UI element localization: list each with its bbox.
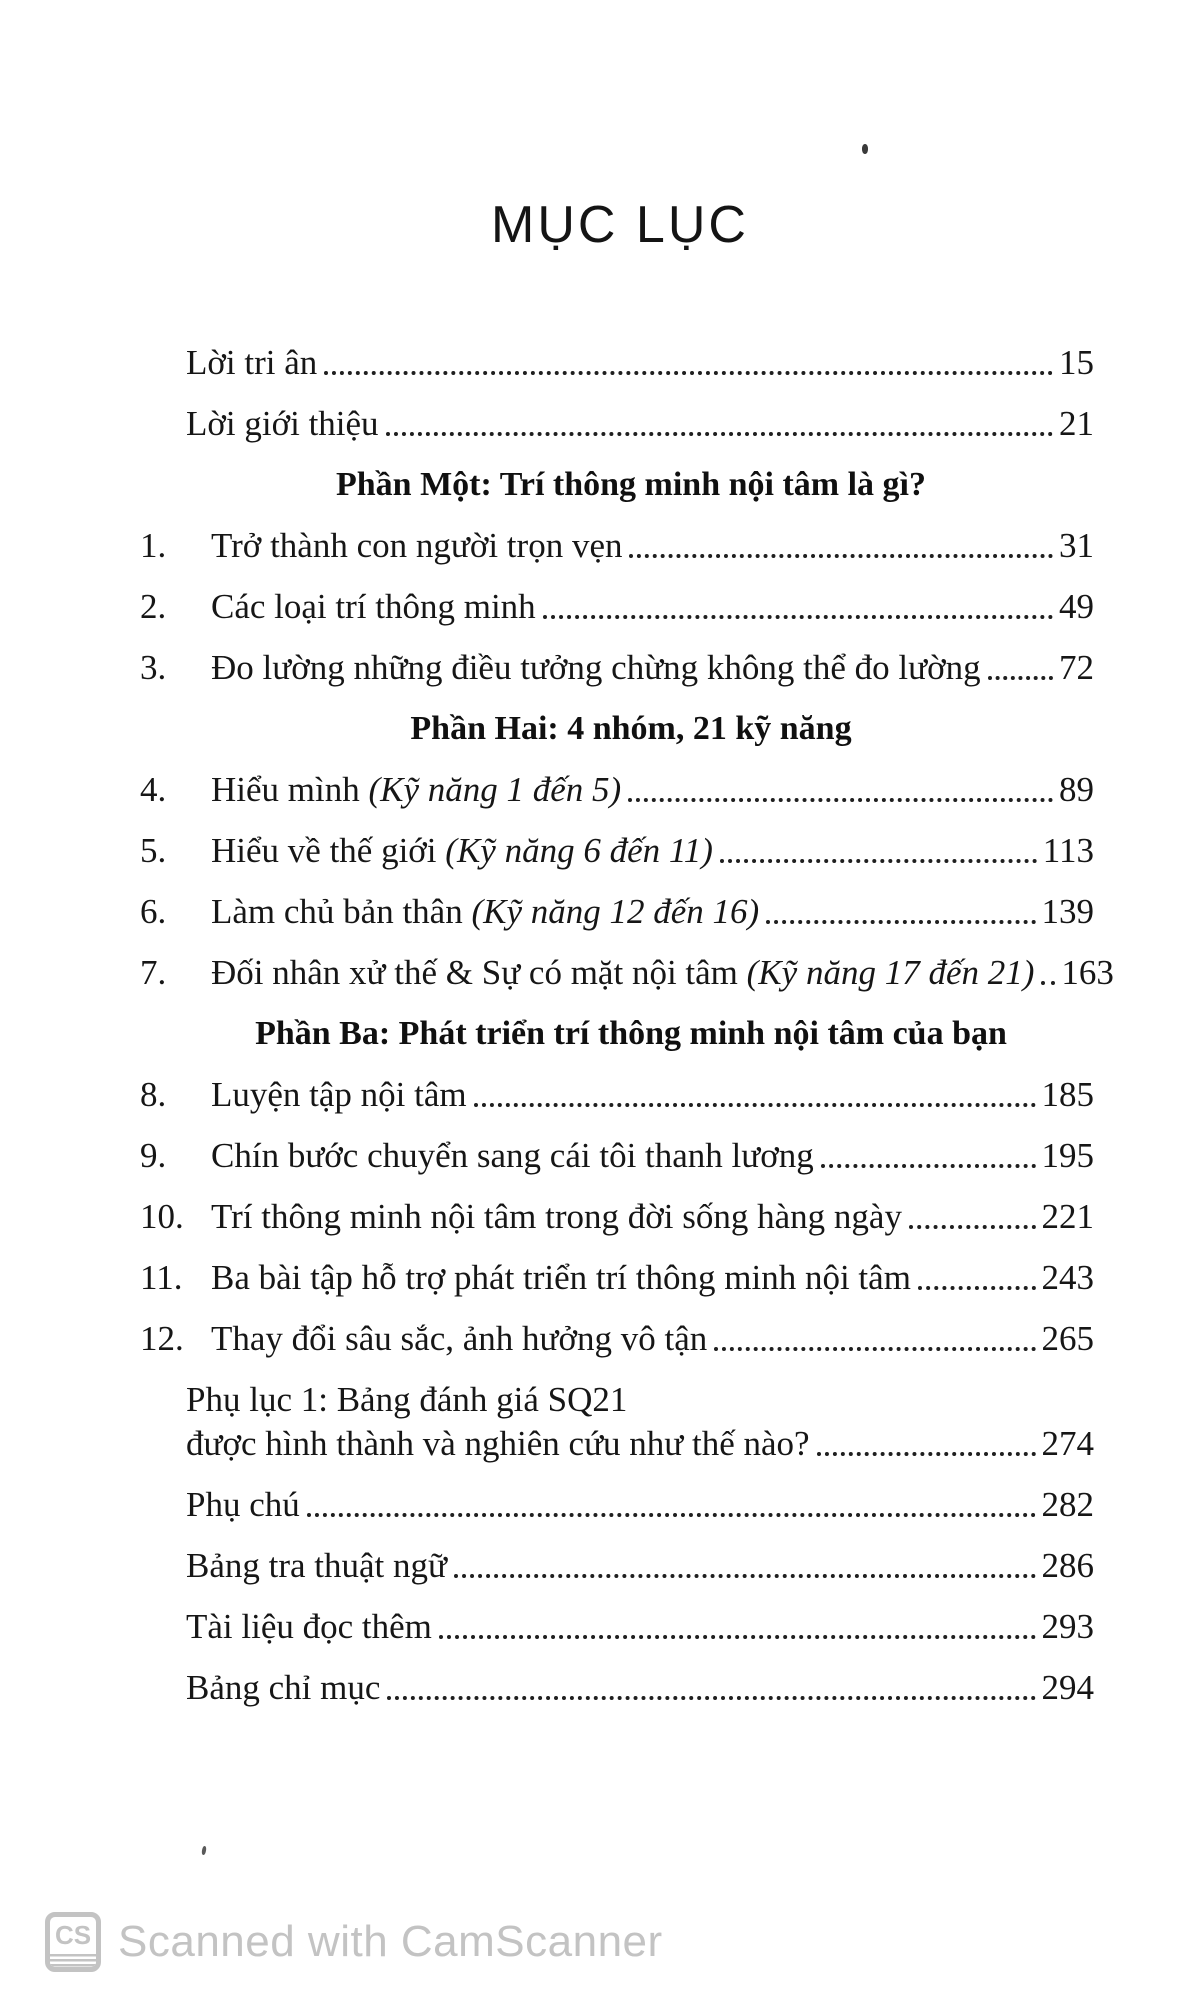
entry-label [211,891,759,933]
entry-page: 243 [1041,1258,1094,1297]
dot-leader [720,859,1037,863]
entry-label [211,586,536,628]
dot-leader [474,1103,1036,1107]
scan-artifact-dot [201,1846,207,1856]
entry-page: 265 [1041,1319,1094,1358]
dot-leader [821,1164,1036,1168]
entry-number: 8. [140,1075,167,1114]
entry-label [211,525,622,567]
entry-label-regular: Trí thông minh nội tâm trong đời sống hàng ngày [211,1197,902,1236]
entry-page: 286 [1041,1546,1094,1585]
entry-label [211,1318,707,1360]
entry-label [186,403,379,445]
entry-label [211,1257,911,1299]
entry-label-italic: (Kỹ năng 6 đến 11) [445,831,713,870]
entry-label-regular: Tài liệu đọc thêm [186,1607,432,1646]
dot-leader [714,1347,1035,1351]
toc-row [140,769,1094,811]
entry-label-regular: Phụ chú [186,1485,300,1524]
entry-number: 7. [140,953,167,992]
entry-label-regular: Đối nhân xử thế & Sự có mặt nội tâm [211,953,747,992]
entry-label [211,647,981,689]
entry-label [186,1423,810,1465]
entry-label [211,1074,467,1116]
camscanner-logo-letters: CS [54,1920,92,1950]
entry-page: 294 [1041,1668,1094,1707]
entry-label [186,1484,300,1526]
entry-number: 4. [140,770,167,809]
entry-label [211,952,1034,994]
entry-label-italic: (Kỹ năng 17 đến 21) [746,953,1035,992]
entry-label-regular: Lời giới thiệu [186,404,379,443]
entry-label-regular: Thay đổi sâu sắc, ảnh hưởng vô tận [211,1319,708,1358]
entry-label-regular: Bảng chỉ mục [186,1668,381,1707]
dot-leader [324,371,1053,375]
toc-row [140,1074,1094,1116]
toc-row [140,1545,1094,1587]
entry-number: 3. [140,648,167,687]
dot-leader [454,1574,1036,1578]
entry-page: 282 [1041,1485,1094,1524]
entry-page: 21 [1059,404,1094,443]
dot-leader [629,554,1053,558]
entry-label-regular: Phụ lục 1: Bảng đánh giá SQ21 [186,1380,628,1419]
entry-page: 72 [1059,648,1094,687]
toc-row [140,403,1094,445]
toc-row [140,952,1114,994]
page-title: MỤC LỤC [491,196,749,254]
dot-leader [628,798,1053,802]
entry-label-regular: Lời tri ân [186,343,318,382]
entry-label-regular: được hình thành và nghiên cứu như thế nào? [186,1424,810,1463]
dot-leader [918,1286,1036,1290]
entry-label-regular: Làm chủ bản thân [211,892,472,931]
toc-list [0,342,1184,1709]
entry-label [186,1545,447,1587]
camscanner-watermark [45,1912,663,1972]
toc-row [140,1667,1094,1709]
entry-page: 49 [1059,587,1094,626]
section-heading: Phần Một: Trí thông minh nội tâm là gì? [335,466,927,503]
section-heading: Phần Ba: Phát triển trí thông minh nội tâm của bạn [255,1015,1007,1052]
entry-label [211,1196,902,1238]
dot-leader [817,1452,1036,1456]
dot-leader [307,1513,1036,1517]
dot-leader [543,615,1053,619]
entry-number: 2. [140,587,167,626]
toc-row [140,830,1094,872]
entry-page: 293 [1041,1607,1094,1646]
dot-leader [387,1696,1035,1700]
entry-label-regular: Luyện tập nội tâm [211,1075,467,1114]
entry-label-regular: Bảng tra thuật ngữ [186,1546,447,1585]
dot-leader [766,920,1035,924]
toc-row [140,1379,1094,1421]
toc-row [140,586,1094,628]
dot-leader [439,1635,1036,1639]
entry-label [186,1606,432,1648]
toc-row [140,1135,1094,1177]
dot-leader [386,432,1053,436]
scan-artifact-dot [862,144,868,154]
toc-row [140,1606,1094,1648]
toc-row [140,1196,1094,1238]
entry-label-regular: Trở thành con người trọn vẹn [211,526,623,565]
entry-label-regular: Các loại trí thông minh [211,587,536,626]
entry-label-regular: Ba bài tập hỗ trợ phát triển trí thông minh nội tâm [211,1258,911,1297]
entry-page: 139 [1041,892,1094,931]
entry-number: 10. [140,1197,184,1236]
toc-row [140,891,1094,933]
dot-leader [988,676,1053,680]
toc-row [140,1318,1094,1360]
entry-page: 221 [1041,1197,1094,1236]
entry-label-italic: (Kỹ năng 12 đến 16) [471,892,760,931]
entry-number: 1. [140,526,167,565]
toc-row [140,342,1094,384]
toc-row [140,1257,1094,1299]
entry-page: 31 [1059,526,1094,565]
toc-row [140,647,1094,689]
entry-label-regular: Hiểu về thế giới [211,831,446,870]
book-pages-stripes [50,1954,96,1967]
entry-label-regular: Đo lường những điều tưởng chừng không thể đo lường [211,648,981,687]
entry-page: 15 [1059,343,1094,382]
entry-label [211,1135,814,1177]
entry-label [186,1379,627,1421]
entry-label-italic: (Kỹ năng 1 đến 5) [368,770,622,809]
entry-page: 113 [1042,831,1094,870]
entry-label [186,342,317,384]
toc-row [140,525,1094,567]
entry-label-regular: Chín bước chuyển sang cái tôi thanh lương [211,1136,814,1175]
entry-page: 185 [1041,1075,1094,1114]
entry-label [186,1667,380,1709]
toc-row [140,1423,1094,1465]
camscanner-watermark-text: Scanned with CamScanner [118,1917,663,1966]
dot-leader [1041,981,1055,985]
toc-row [140,1484,1094,1526]
entry-label-regular: Hiểu mình [211,770,369,809]
entry-number: 9. [140,1136,167,1175]
entry-page: 89 [1059,770,1094,809]
entry-page: 195 [1041,1136,1094,1175]
entry-number: 12. [140,1319,184,1358]
camscanner-logo-icon [45,1912,101,1972]
entry-label [211,769,621,811]
entry-label [211,830,713,872]
dot-leader [909,1225,1036,1229]
entry-number: 6. [140,892,167,931]
entry-number: 11. [140,1258,183,1297]
section-heading: Phần Hai: 4 nhóm, 21 kỹ năng [410,710,852,747]
entry-page: 274 [1041,1424,1094,1463]
entry-number: 5. [140,831,167,870]
entry-page: 163 [1061,953,1114,992]
